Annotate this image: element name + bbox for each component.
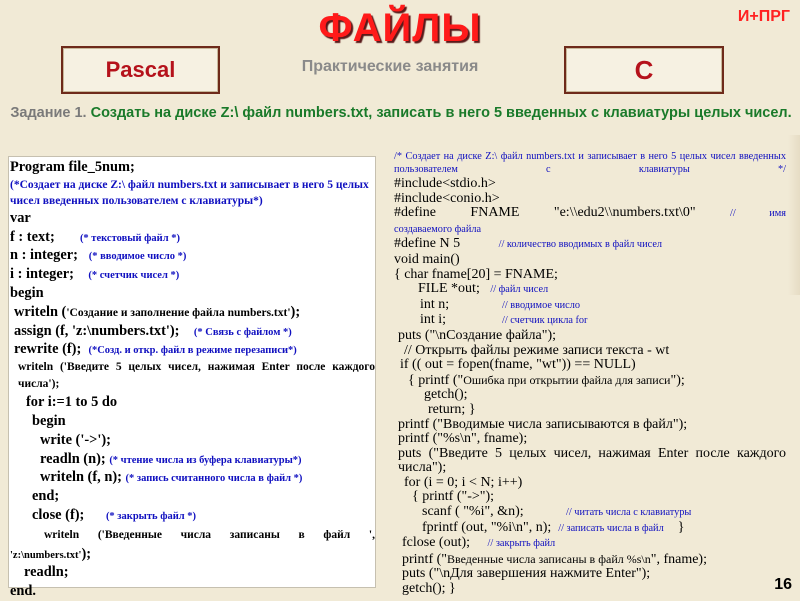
code-comment: /* Создает на диске Z:\ файл numbers.txt и записывает в него 5 целых чисел введенных пользователем с клавиатуры */ xyxy=(394,151,786,175)
code-line: if (( out = fopen(fname, "wt")) == NULL) xyxy=(400,357,636,373)
task-label: Задание 1. xyxy=(10,105,87,121)
code-comment: // читать числа с клавиатуры xyxy=(566,507,692,519)
task-text: Создать на диске Z:\ файл numbers.txt, записать в него 5 введенных с клавиатуры целых чисел. xyxy=(90,105,792,121)
code-line: close (f); (* закрыть файл *) xyxy=(32,506,197,523)
code-line: 'z:\numbers.txt'); xyxy=(10,545,92,562)
code-line: int i; // счетчик цикла for xyxy=(420,312,588,328)
code-comment: // вводимое число xyxy=(502,299,581,311)
c-code-panel xyxy=(394,150,786,597)
code-line: #define FNAME "e:\\edu2\\numbers.txt\0" // имя xyxy=(394,205,787,221)
code-line xyxy=(394,222,786,238)
code-line: { printf ("->"); xyxy=(412,489,495,505)
code-line: getch(); xyxy=(424,387,468,403)
code-line: n : integer; (* вводимое число *) xyxy=(10,247,187,264)
code-comment: (*Созд. и откр. файл в режиме перезаписи*) xyxy=(88,345,297,357)
code-comment: (* Связь с файлом *) xyxy=(193,326,292,338)
slide-subtitle: Практические занятия xyxy=(301,58,479,75)
code-line: scanf ( "%i", &n); // читать числа с клавиатуры xyxy=(422,504,692,520)
side-decoration xyxy=(788,135,800,295)
code-line: f : text; (* текстовый файл *) xyxy=(10,228,180,245)
code-line: fclose (out); // закрыть файл xyxy=(402,535,556,551)
code-line: // Открыть файлы режиме записи текста - wt xyxy=(404,342,670,358)
code-line: printf ("%s\n", fname); xyxy=(398,431,528,447)
code-line: int n; // вводимое число xyxy=(420,296,581,312)
code-line: readln (n); (* чтение числа из буфера клавиатуры*) xyxy=(40,450,302,467)
code-line: { printf ("Ошибка при открытии файла для записи"); xyxy=(408,372,685,388)
code-line: #include<conio.h> xyxy=(394,190,500,206)
slide-title: ФАЙЛЫ xyxy=(318,6,482,50)
code-comment: // закрыть файл xyxy=(487,538,556,550)
code-comment: // количество вводимых в файл чисел xyxy=(498,239,663,251)
code-line: begin xyxy=(32,412,66,429)
course-logo: И+ПРГ xyxy=(737,8,790,25)
pascal-label-box: Pascal xyxy=(61,46,220,94)
code-line: i : integer; (* счетчик чисел *) xyxy=(10,266,180,283)
code-comment: // файл чисел xyxy=(490,284,549,296)
c-label-box: C xyxy=(564,46,724,94)
code-line: writeln (f, n); (* запись считанного числа в файл *) xyxy=(40,469,303,486)
code-comment: создаваемого файла xyxy=(394,223,482,235)
code-line: fprintf (out, "%i\n", n); // записать числа в файл } xyxy=(422,519,685,535)
code-line: end; xyxy=(32,488,60,505)
code-comment: (* запись считанного числа в файл *) xyxy=(125,473,303,485)
code-comment: (* текстовый файл *) xyxy=(79,232,180,244)
code-line: FILE *out; // файл чисел xyxy=(418,281,549,297)
code-line: writeln ('Создание и заполнение файла numbers.txt'); xyxy=(14,303,301,320)
code-line: var xyxy=(10,209,31,226)
code-comment: // записать числа в файл xyxy=(558,522,664,534)
code-line: #define N 5 // количество вводимых в файл чисел xyxy=(394,236,663,252)
code-line: begin xyxy=(10,284,44,301)
code-comment: (*Создает на диске Z:\ файл numbers.txt и записывает в него 5 целых чисел введенных пользователем с клавиатуры*) xyxy=(10,178,369,207)
code-line: return; } xyxy=(428,401,476,417)
code-line: writeln ('Введите 5 целых чисел, нажимая Enter после каждого числа'); xyxy=(18,361,375,391)
code-line: puts ("Введите 5 целых чисел, нажимая Enter после каждого числа"); xyxy=(398,445,786,476)
code-comment: (* закрыть файл *) xyxy=(105,510,197,522)
code-line: void main() xyxy=(394,251,460,267)
code-line: #include<stdio.h> xyxy=(394,176,496,191)
code-line: puts ("\nСоздание файла"); xyxy=(398,327,556,343)
code-line: for (i = 0; i < N; i++) xyxy=(404,474,523,490)
code-comment: (* чтение числа из буфера клавиатуры*) xyxy=(109,454,302,466)
pascal-code-panel xyxy=(8,156,376,600)
code-line: printf ("Вводимые числа записываются в файл"); xyxy=(398,416,688,432)
code-line: rewrite (f); (*Созд. и откр. файл в режиме перезаписи*) xyxy=(14,341,297,358)
code-line: assign (f, 'z:\numbers.txt'); (* Связь с файлом *) xyxy=(14,322,292,339)
code-line: for i:=1 to 5 do xyxy=(26,394,118,411)
code-comment: (* вводимое число *) xyxy=(88,251,187,263)
code-comment: // счетчик цикла for xyxy=(502,315,588,327)
page-number: 16 xyxy=(774,576,792,593)
code-line: puts ("\nДля завершения нажмите Enter"); xyxy=(402,566,651,582)
code-line: readln; xyxy=(24,564,69,581)
code-line: getch(); } xyxy=(402,581,456,597)
code-line: Program file_5num; xyxy=(10,159,135,175)
code-line: { char fname[20] = FNAME; xyxy=(394,266,558,282)
code-line: writeln ('Введенные числа записаны в файл ', xyxy=(44,528,375,541)
code-line: printf ("Введенные числа записаны в файл %s\n", fname); xyxy=(402,551,707,567)
code-comment: (* счетчик чисел *) xyxy=(88,270,180,282)
task-statement xyxy=(6,103,796,123)
code-line: end. xyxy=(10,583,36,600)
code-line: write ('->'); xyxy=(40,431,111,448)
